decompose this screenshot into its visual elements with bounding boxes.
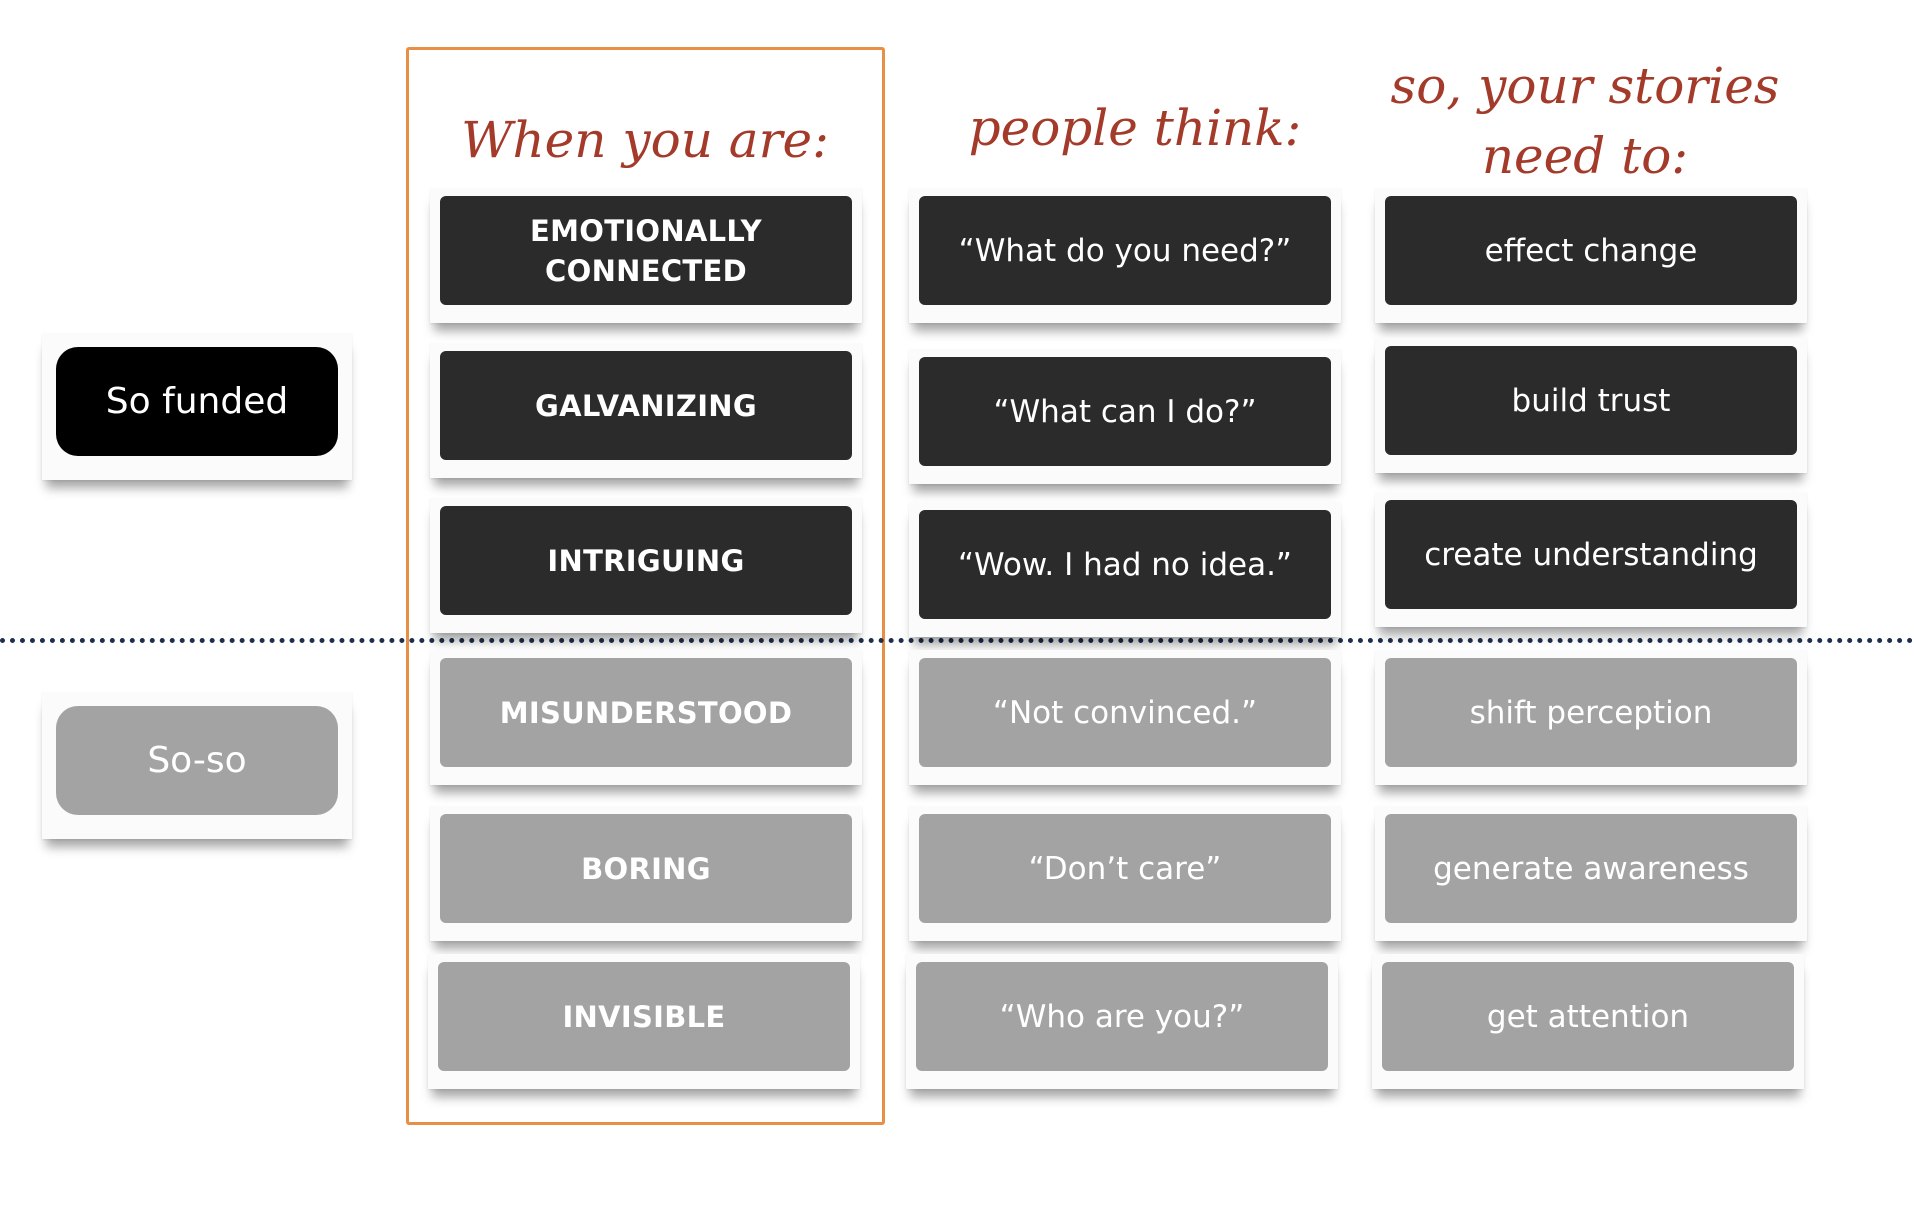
state-tile-6 (428, 954, 860, 1089)
story-card: create understanding (1385, 500, 1797, 609)
thought-tile-4 (909, 650, 1341, 785)
story-card: effect change (1385, 196, 1797, 305)
story-card: generate awareness (1385, 814, 1797, 923)
state-card: EMOTIONALLY CONNECTED (440, 196, 852, 305)
thought-tile-6 (906, 954, 1338, 1089)
heading-people-think: people think: (968, 99, 1302, 157)
heading-stories-line-2: need to: (1481, 127, 1689, 185)
state-tile-2 (430, 343, 862, 478)
thought-card: “Who are you?” (916, 962, 1328, 1071)
so-so-label: So-so (56, 706, 338, 815)
heading-when-you-are: When you are: (461, 111, 829, 169)
thought-tile-2 (909, 349, 1341, 484)
side-tile-so-so (42, 692, 352, 839)
state-card: GALVANIZING (440, 351, 852, 460)
heading-stories-line-1: so, your stories (1390, 57, 1780, 115)
thought-tile-5 (909, 806, 1341, 941)
thought-card: “What do you need?” (919, 196, 1331, 305)
thought-card: “Wow. I had no idea.” (919, 510, 1331, 619)
state-card: INTRIGUING (440, 506, 852, 615)
so-funded-label: So funded (56, 347, 338, 456)
story-card: get attention (1382, 962, 1794, 1071)
thought-card: “What can I do?” (919, 357, 1331, 466)
state-tile-4 (430, 650, 862, 785)
side-tile-so-funded (42, 333, 352, 480)
story-tile-4 (1375, 650, 1807, 785)
state-card: INVISIBLE (438, 962, 850, 1071)
state-card: BORING (440, 814, 852, 923)
story-tile-2 (1375, 338, 1807, 473)
state-tile-1 (430, 188, 862, 323)
thought-card: “Not convinced.” (919, 658, 1331, 767)
story-card: build trust (1385, 346, 1797, 455)
story-tile-3 (1375, 492, 1807, 627)
thought-tile-1 (909, 188, 1341, 323)
funded-soso-divider (0, 638, 1914, 643)
thought-tile-3 (909, 502, 1341, 637)
story-tile-5 (1375, 806, 1807, 941)
story-tile-6 (1372, 954, 1804, 1089)
story-card: shift perception (1385, 658, 1797, 767)
thought-card: “Don’t care” (919, 814, 1331, 923)
state-tile-3 (430, 498, 862, 633)
state-tile-5 (430, 806, 862, 941)
state-card: MISUNDERSTOOD (440, 658, 852, 767)
story-tile-1 (1375, 188, 1807, 323)
